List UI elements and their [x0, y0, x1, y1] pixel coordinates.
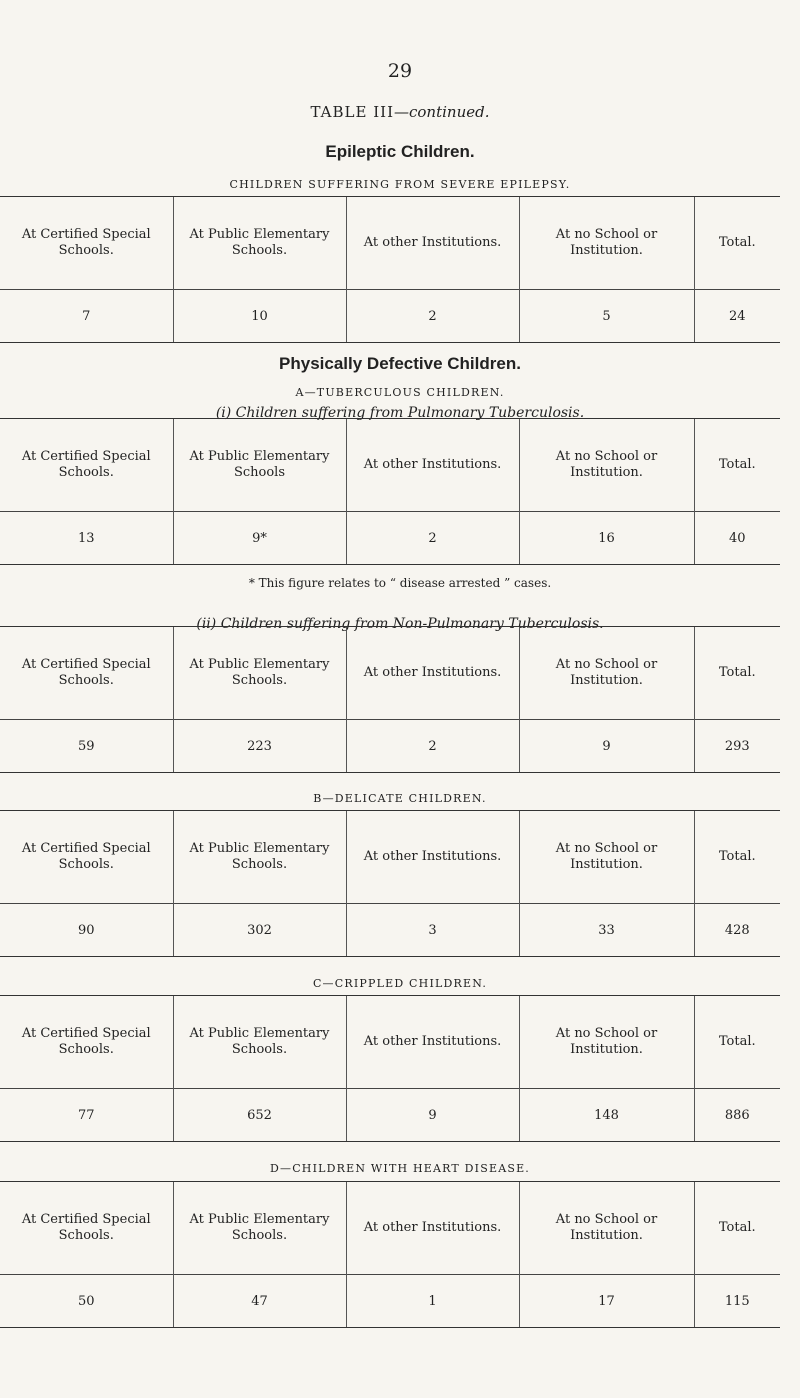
- column-header: At no School or Institution.: [519, 627, 694, 720]
- column-header: At Public Elementary Schools.: [173, 197, 346, 290]
- cell-value: 77: [0, 1089, 173, 1142]
- column-header: At no School or Institution.: [519, 1182, 694, 1275]
- column-header: At other Institutions.: [346, 419, 519, 512]
- heart-disease-heading: D—CHILDREN WITH HEART DISEASE.: [269, 1162, 531, 1175]
- column-header: At other Institutions.: [346, 197, 519, 290]
- non-pulmonary-table: [0, 626, 780, 773]
- column-header: At Public Elementary Schools.: [173, 1182, 346, 1275]
- cell-value: 47: [173, 1275, 346, 1328]
- cell-value: 33: [519, 904, 694, 957]
- table-value-row: [0, 1089, 780, 1142]
- cell-value: 7: [0, 290, 173, 343]
- delicate-heading: B—DELICATE CHILDREN.: [313, 792, 487, 805]
- cell-value: 652: [173, 1089, 346, 1142]
- table-title-suffix: —continued.: [394, 103, 490, 121]
- cell-value: 9: [346, 1089, 519, 1142]
- cell-value: 1: [346, 1275, 519, 1328]
- cell-value: 223: [173, 720, 346, 773]
- pulmonary-table: [0, 418, 780, 565]
- non-pulmonary-title: (ii) Children suffering from Non-Pulmonary Tuberculosis.: [196, 616, 604, 632]
- table-value-row: [0, 904, 780, 957]
- column-header: At Certified Special Schools.: [0, 1182, 173, 1275]
- column-header: At other Institutions.: [346, 1182, 519, 1275]
- column-header: Total.: [694, 1182, 780, 1275]
- column-header: At no School or Institution.: [519, 419, 694, 512]
- cell-value: 50: [0, 1275, 173, 1328]
- table-header-row: [0, 627, 780, 720]
- table-header-row: [0, 197, 780, 290]
- crippled-heading: C—CRIPPLED CHILDREN.: [312, 977, 488, 990]
- epileptic-subheading: CHILDREN SUFFERING FROM SEVERE EPILEPSY.: [229, 178, 571, 191]
- cell-value: 24: [694, 290, 780, 343]
- column-header: Total.: [694, 627, 780, 720]
- cell-value: 40: [694, 512, 780, 565]
- cell-value: 3: [346, 904, 519, 957]
- cell-value: 428: [694, 904, 780, 957]
- column-header: At Public Elementary Schools.: [173, 811, 346, 904]
- table-header-row: [0, 996, 780, 1089]
- table-header-row: [0, 1182, 780, 1275]
- pulmonary-footnote: * This figure relates to “ disease arrested ” cases.: [248, 576, 552, 590]
- crippled-table: [0, 995, 780, 1142]
- epileptic-table: [0, 196, 780, 343]
- table-value-row: [0, 1275, 780, 1328]
- column-header: At no School or Institution.: [519, 197, 694, 290]
- cell-value: 2: [346, 512, 519, 565]
- cell-value: 302: [173, 904, 346, 957]
- column-header: At no School or Institution.: [519, 811, 694, 904]
- table-title-main: TABLE III: [310, 103, 394, 121]
- epileptic-heading: Epileptic Children.: [325, 142, 475, 161]
- column-header: At other Institutions.: [346, 996, 519, 1089]
- column-header: Total.: [694, 811, 780, 904]
- cell-value: 17: [519, 1275, 694, 1328]
- cell-value: 10: [173, 290, 346, 343]
- table-value-row: [0, 290, 780, 343]
- physically-defective-heading: Physically Defective Children.: [279, 354, 521, 373]
- column-header: At other Institutions.: [346, 627, 519, 720]
- column-header: At other Institutions.: [346, 811, 519, 904]
- column-header: At Certified Special Schools.: [0, 811, 173, 904]
- cell-value: 886: [694, 1089, 780, 1142]
- cell-value: 293: [694, 720, 780, 773]
- table-header-row: [0, 419, 780, 512]
- heart-disease-table: [0, 1181, 780, 1328]
- column-header: At Certified Special Schools.: [0, 627, 173, 720]
- cell-value: 9: [519, 720, 694, 773]
- column-header: Total.: [694, 419, 780, 512]
- column-header: At no School or Institution.: [519, 996, 694, 1089]
- table-value-row: [0, 512, 780, 565]
- cell-value: 2: [346, 290, 519, 343]
- column-header: Total.: [694, 996, 780, 1089]
- pulmonary-title: (i) Children suffering from Pulmonary Tuberculosis.: [215, 405, 585, 421]
- cell-value: 90: [0, 904, 173, 957]
- column-header: At Certified Special Schools.: [0, 197, 173, 290]
- cell-value: 59: [0, 720, 173, 773]
- cell-value: 2: [346, 720, 519, 773]
- column-header: At Public Elementary Schools: [173, 419, 346, 512]
- cell-value: 5: [519, 290, 694, 343]
- table-header-row: [0, 811, 780, 904]
- tuberculous-heading: A—TUBERCULOUS CHILDREN.: [295, 386, 505, 399]
- cell-value: 115: [694, 1275, 780, 1328]
- table-value-row: [0, 720, 780, 773]
- cell-value: 9*: [173, 512, 346, 565]
- page-number: 29: [387, 60, 413, 82]
- column-header: At Public Elementary Schools.: [173, 627, 346, 720]
- cell-value: 16: [519, 512, 694, 565]
- table-title: [0, 103, 800, 121]
- delicate-table: [0, 810, 780, 957]
- cell-value: 148: [519, 1089, 694, 1142]
- column-header: At Public Elementary Schools.: [173, 996, 346, 1089]
- column-header: At Certified Special Schools.: [0, 419, 173, 512]
- column-header: Total.: [694, 197, 780, 290]
- cell-value: 13: [0, 512, 173, 565]
- column-header: At Certified Special Schools.: [0, 996, 173, 1089]
